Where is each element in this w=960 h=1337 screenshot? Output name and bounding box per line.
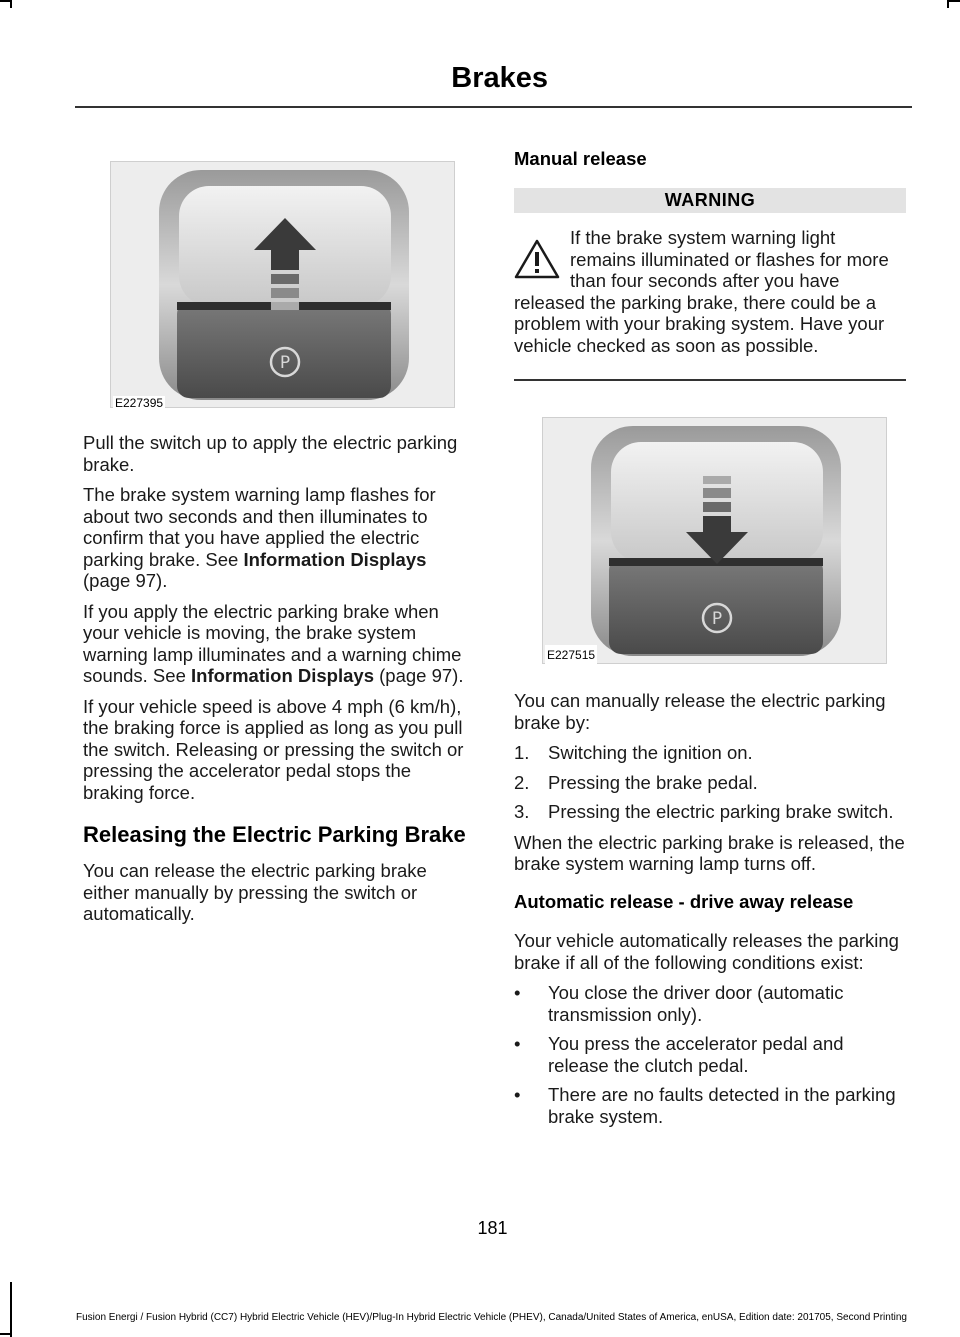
list-item: 3. Pressing the electric parking brake switch. — [514, 801, 894, 822]
page-title: Brakes — [451, 62, 548, 94]
crop-mark — [10, 1282, 12, 1337]
paragraph: Pull the switch up to apply the electric parking brake. — [83, 432, 458, 475]
release-steps-list — [514, 742, 906, 823]
paragraph: If you apply the electric parking brake when your vehicle is moving, the brake system warning lamp illuminates and a warning chime sounds. See Information Displays (page 97). — [83, 600, 464, 686]
warning-triangle-icon — [514, 239, 560, 279]
crop-mark — [0, 0, 10, 2]
list-item: • You close the driver door (automatic transmission only). — [514, 982, 844, 1025]
figure-code: E227515 — [545, 645, 597, 667]
figure-code: E227395 — [115, 396, 164, 410]
warning-text: If the brake system warning light remains illuminated or flashes for more than four seconds after you have released the parking brake, there could be a problem with your braking system. Have your vehicle checked as soon as possible. — [514, 227, 889, 356]
list-item: • You press the accelerator pedal and release the clutch pedal. — [514, 1033, 844, 1076]
paragraph: When the electric parking brake is released, the brake system warning lamp turns off. — [514, 831, 905, 874]
cross-reference-link[interactable]: Information Displays — [243, 548, 427, 570]
subsection-heading: Automatic release - drive away release — [514, 890, 854, 912]
figure-release-brake — [542, 417, 887, 664]
crop-mark — [947, 0, 949, 8]
parking-brake-switch-up-illustration — [111, 162, 454, 407]
warning-label: WARNING — [514, 188, 906, 214]
svg-text:P: P — [711, 609, 723, 629]
page-number: 181 — [477, 1218, 508, 1238]
header-divider — [75, 106, 912, 108]
paragraph: You can manually release the electric parking brake by: — [514, 690, 886, 733]
paragraph: The brake system warning lamp flashes for about two seconds and then illuminates to confirm that you have applied the electric parking brake. See Information Displays (page 97). — [83, 484, 436, 591]
svg-text:P: P — [279, 353, 291, 373]
footer-text: Fusion Energi / Fusion Hybrid (CC7) Hybrid Electric Vehicle (HEV)/Plug-In Hybrid Electric Vehicle (PHEV), Canada/United States of America, enUSA, Edition date: 201705, Second Printing — [76, 1312, 907, 1323]
list-item: • There are no faults detected in the parking brake system. — [514, 1084, 896, 1127]
cross-reference-link[interactable]: Information Displays — [191, 665, 374, 686]
warning-divider — [514, 379, 906, 381]
paragraph: Your vehicle automatically releases the parking brake if all of the following conditions exist: — [514, 930, 899, 973]
parking-brake-switch-down-illustration — [543, 418, 886, 663]
warning-box — [514, 227, 906, 365]
subsection-heading: Manual release — [514, 148, 647, 169]
crop-mark — [10, 0, 12, 8]
crop-mark — [0, 1333, 10, 1335]
conditions-list — [514, 982, 906, 1127]
section-heading: Releasing the Electric Parking Brake — [83, 822, 466, 847]
left-column — [83, 432, 475, 934]
crop-mark — [948, 0, 960, 2]
list-item: 1. Switching the ignition on. — [514, 742, 753, 763]
paragraph: You can release the electric parking brake either manually by pressing the switch or automatically. — [83, 860, 427, 924]
paragraph: If your vehicle speed is above 4 mph (6 km/h), the braking force is applied as long as you pull the switch. Releasing or pressing the switch or pressing the accelerator pedal stops the braking force. — [83, 695, 464, 803]
right-column — [514, 148, 906, 1136]
list-item: 2. Pressing the brake pedal. — [514, 771, 758, 793]
figure-apply-brake — [110, 161, 455, 408]
